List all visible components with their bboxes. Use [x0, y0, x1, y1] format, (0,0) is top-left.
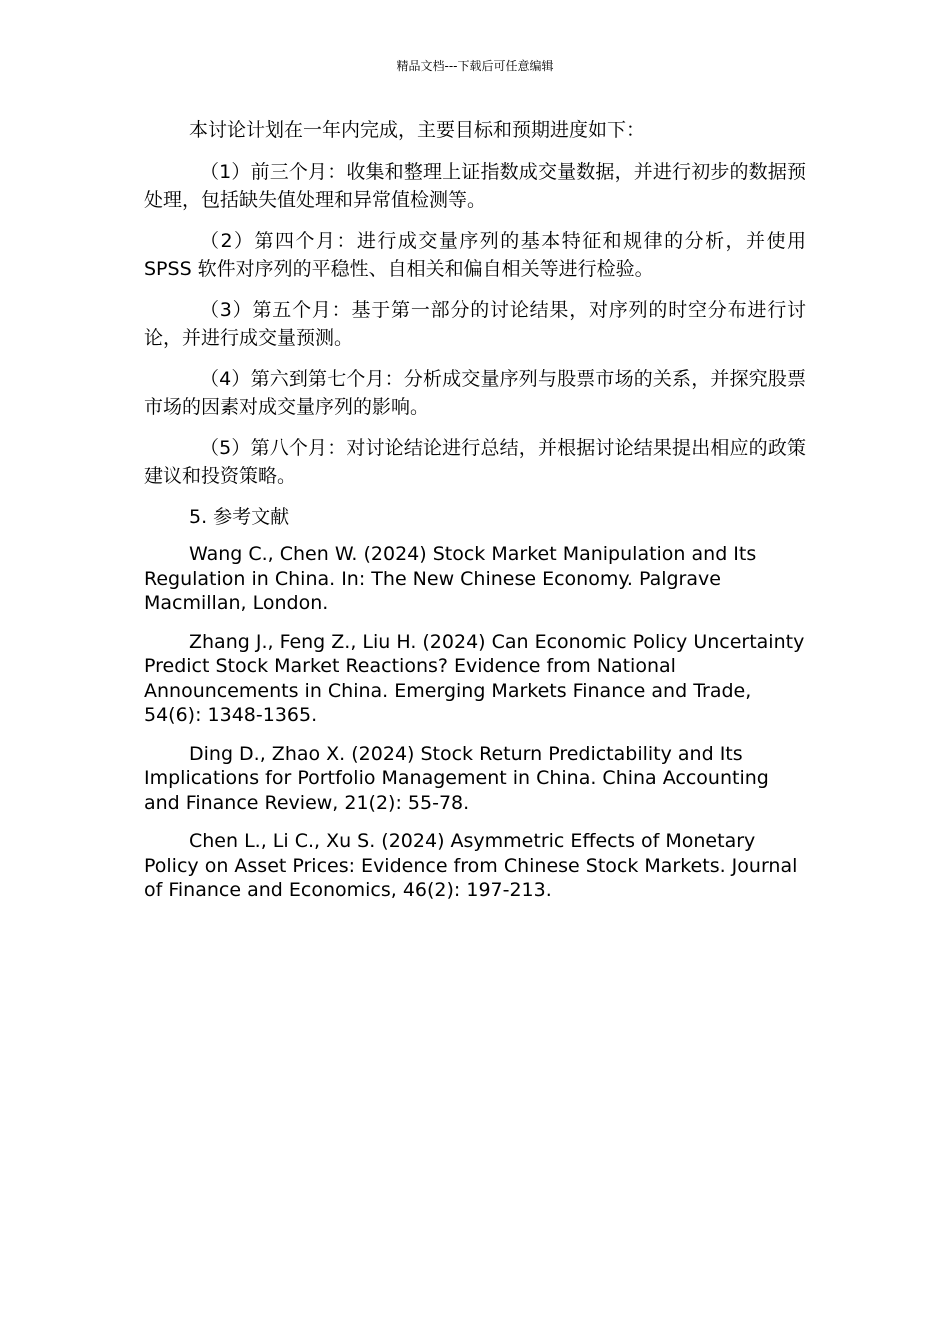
document-body — [144, 116, 806, 917]
reference-item-1: Wang C., Chen W. (2024) Stock Market Manipulation and Its Regulation in China. In: The New Chinese Economy. Palgrave Macmillan, London. — [144, 543, 757, 614]
intro-paragraph: 本讨论计划在一年内完成，主要目标和预期进度如下： — [189, 119, 646, 141]
page-header: 精品文档---下载后可任意编辑 — [396, 59, 554, 73]
reference-item-3: Ding D., Zhao X. (2024) Stock Return Predictability and Its Implications for Portfolio Management in China. China Accounting and Finance Review, 21(2): 55-78. — [144, 742, 769, 814]
plan-item-3: （3）第五个月：基于第一部分的讨论结果，对序列的时空分布进行讨论，并进行成交量预测。 — [144, 299, 806, 349]
references-heading: 5. 参考文献 — [189, 506, 290, 528]
reference-item-4: Chen L., Li C., Xu S. (2024) Asymmetric Effects of Monetary Policy on Asset Prices: Evidence from Chinese Stock Markets. Journal of Finance and Economics, 46(2): 197-213. — [144, 830, 798, 901]
plan-item-5: （5）第八个月：对讨论结论进行总结，并根据讨论结果提出相应的政策建议和投资策略。 — [144, 437, 806, 487]
plan-item-1: （1）前三个月：收集和整理上证指数成交量数据，并进行初步的数据预处理，包括缺失值处理和异常值检测等。 — [144, 161, 806, 211]
reference-item-2: Zhang J., Feng Z., Liu H. (2024) Can Economic Policy Uncertainty Predict Stock Market Reactions? Evidence from National Announcements in China. Emerging Markets Finance and Trade, 54(6): 1348-1365. — [144, 630, 805, 726]
plan-item-4: （4）第六到第七个月：分析成交量序列与股票市场的关系，并探究股票市场的因素对成交量序列的影响。 — [144, 368, 806, 418]
plan-item-2: （2）第四个月：进行成交量序列的基本特征和规律的分析，并使用 SPSS 软件对序列的平稳性、自相关和偏自相关等进行检验。 — [144, 230, 806, 280]
